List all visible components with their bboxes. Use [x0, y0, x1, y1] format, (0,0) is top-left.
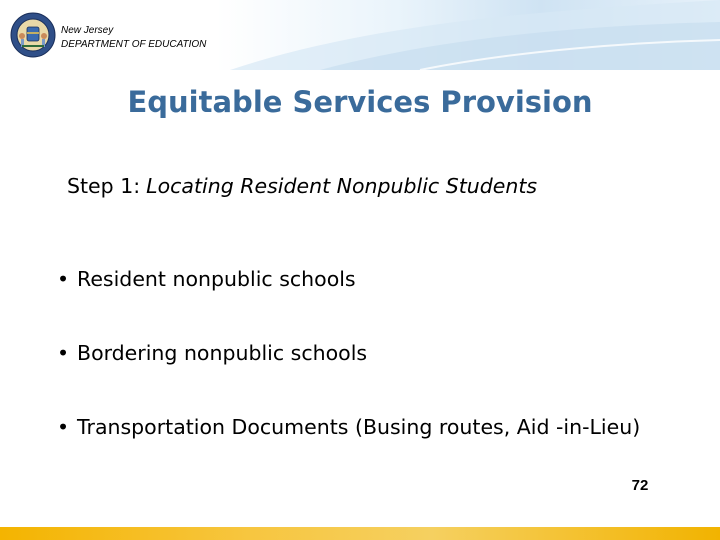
step-topic: Locating Resident Nonpublic Students: [146, 174, 538, 198]
bullet-item: [57, 263, 697, 296]
bullet-item: [57, 411, 697, 444]
step-separator: :: [133, 174, 141, 198]
bullet-glyph: •: [57, 341, 70, 365]
brand-department-name: DEPARTMENT OF EDUCATION: [61, 39, 207, 50]
bullet-glyph: •: [57, 267, 70, 291]
page-number: 72: [631, 477, 649, 494]
slide-title: Equitable Services Provision: [127, 85, 593, 119]
bullet-item: [57, 337, 697, 370]
bullet-text: Transportation Documents (Busing routes, Aid -in-Lieu): [77, 415, 641, 439]
brand-state-name: New Jersey: [61, 25, 114, 36]
step-heading: [67, 168, 537, 204]
nj-state-seal-icon: [10, 12, 56, 58]
step-label: Step 1: [67, 174, 134, 198]
bullet-glyph: •: [57, 415, 70, 439]
bullet-text: Bordering nonpublic schools: [77, 341, 368, 365]
bullet-text: Resident nonpublic schools: [77, 267, 356, 291]
footer-bar: [0, 527, 720, 540]
